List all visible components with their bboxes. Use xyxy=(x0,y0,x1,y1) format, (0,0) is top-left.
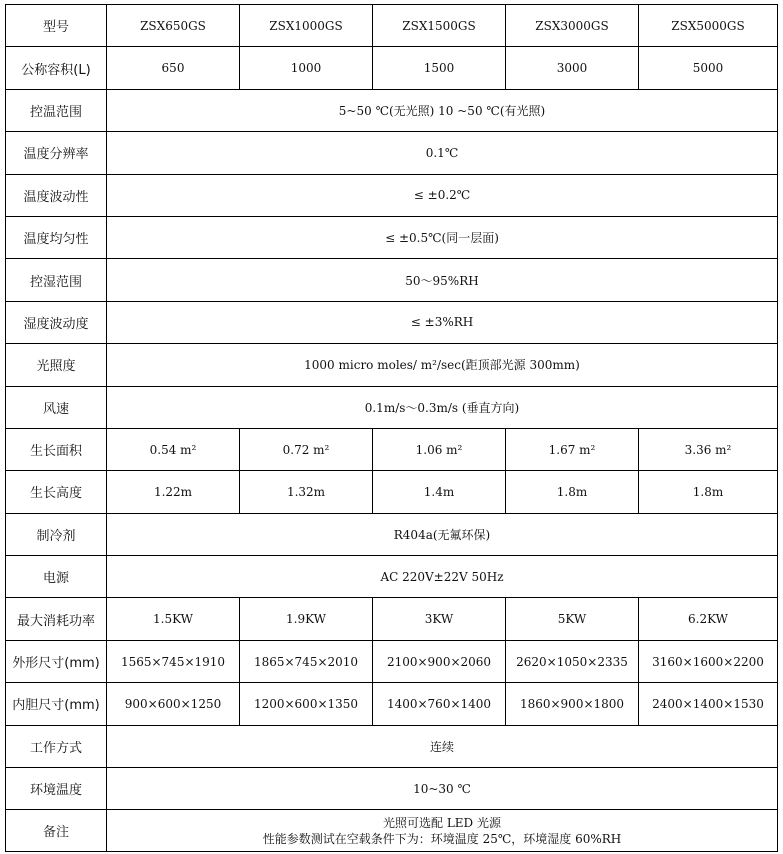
max-power-4: 5KW xyxy=(506,598,639,640)
label-temp-resolution: 温度分辨率 xyxy=(6,132,107,174)
label-inner-size: 内胆尺寸(mm) xyxy=(6,683,107,725)
outer-size-3: 2100×900×2060 xyxy=(373,640,506,682)
outer-size-5: 3160×1600×2200 xyxy=(639,640,778,682)
label-temp-uniformity: 温度均匀性 xyxy=(6,216,107,258)
max-power-2: 1.9KW xyxy=(240,598,373,640)
value-temp-resolution: 0.1℃ xyxy=(107,132,778,174)
row-power-supply xyxy=(6,556,778,598)
value-humidity-fluctuation: ≤ ±3%RH xyxy=(107,301,778,343)
row-temp-range xyxy=(6,89,778,131)
outer-size-2: 1865×745×2010 xyxy=(240,640,373,682)
outer-size-4: 2620×1050×2335 xyxy=(506,640,639,682)
label-growth-area: 生长面积 xyxy=(6,428,107,470)
value-ambient-temp: 10~30 ℃ xyxy=(107,768,778,810)
row-capacity xyxy=(6,47,778,89)
label-illumination: 光照度 xyxy=(6,344,107,386)
label-ambient-temp: 环境温度 xyxy=(6,768,107,810)
value-wind-speed: 0.1m/s～0.3m/s (垂直方向) xyxy=(107,386,778,428)
inner-size-5: 2400×1400×1530 xyxy=(639,683,778,725)
row-remarks xyxy=(6,810,778,852)
capacity-1: 650 xyxy=(107,47,240,89)
inner-size-4: 1860×900×1800 xyxy=(506,683,639,725)
remarks-line-2: 性能参数测试在空载条件下为：环境温度 25℃，环境湿度 60%RH xyxy=(262,831,622,846)
growth-height-4: 1.8m xyxy=(506,471,639,513)
label-wind-speed: 风速 xyxy=(6,386,107,428)
label-outer-size: 外形尺寸(mm) xyxy=(6,640,107,682)
growth-height-3: 1.4m xyxy=(373,471,506,513)
model-5: ZSX5000GS xyxy=(639,5,778,47)
capacity-3: 1500 xyxy=(373,47,506,89)
value-power-supply: AC 220V±22V 50Hz xyxy=(107,556,778,598)
capacity-5: 5000 xyxy=(639,47,778,89)
spec-table xyxy=(5,4,778,852)
capacity-4: 3000 xyxy=(506,47,639,89)
growth-height-2: 1.32m xyxy=(240,471,373,513)
label-capacity: 公称容积(L) xyxy=(6,47,107,89)
model-4: ZSX3000GS xyxy=(506,5,639,47)
label-remarks: 备注 xyxy=(6,810,107,852)
row-ambient-temp xyxy=(6,768,778,810)
label-growth-height: 生长高度 xyxy=(6,471,107,513)
outer-size-1: 1565×745×1910 xyxy=(107,640,240,682)
growth-area-4: 1.67 m² xyxy=(506,428,639,470)
growth-height-1: 1.22m xyxy=(107,471,240,513)
inner-size-1: 900×600×1250 xyxy=(107,683,240,725)
max-power-5: 6.2KW xyxy=(639,598,778,640)
label-power-supply: 电源 xyxy=(6,556,107,598)
growth-area-2: 0.72 m² xyxy=(240,428,373,470)
row-temp-resolution xyxy=(6,132,778,174)
inner-size-3: 1400×760×1400 xyxy=(373,683,506,725)
growth-area-1: 0.54 m² xyxy=(107,428,240,470)
inner-size-2: 1200×600×1350 xyxy=(240,683,373,725)
label-humidity-range: 控湿范围 xyxy=(6,259,107,301)
label-temp-fluctuation: 温度波动性 xyxy=(6,174,107,216)
growth-area-3: 1.06 m² xyxy=(373,428,506,470)
value-temp-uniformity: ≤ ±0.5℃(同一层面) xyxy=(107,216,778,258)
label-work-mode: 工作方式 xyxy=(6,725,107,767)
value-remarks xyxy=(107,810,778,852)
row-refrigerant xyxy=(6,513,778,555)
max-power-3: 3KW xyxy=(373,598,506,640)
row-illumination xyxy=(6,344,778,386)
model-3: ZSX1500GS xyxy=(373,5,506,47)
capacity-2: 1000 xyxy=(240,47,373,89)
row-humidity-range xyxy=(6,259,778,301)
label-humidity-fluctuation: 湿度波动度 xyxy=(6,301,107,343)
label-temp-range: 控温范围 xyxy=(6,89,107,131)
value-work-mode: 连续 xyxy=(107,725,778,767)
row-inner-size xyxy=(6,683,778,725)
row-growth-height xyxy=(6,471,778,513)
value-illumination: 1000 micro moles/ m²/sec(距顶部光源 300mm) xyxy=(107,344,778,386)
row-model xyxy=(6,5,778,47)
row-temp-fluctuation xyxy=(6,174,778,216)
value-temp-range: 5~50 ℃(无光照) 10 ~50 ℃(有光照) xyxy=(107,89,778,131)
value-temp-fluctuation: ≤ ±0.2℃ xyxy=(107,174,778,216)
max-power-1: 1.5KW xyxy=(107,598,240,640)
row-wind-speed xyxy=(6,386,778,428)
value-humidity-range: 50～95%RH xyxy=(107,259,778,301)
model-2: ZSX1000GS xyxy=(240,5,373,47)
row-max-power xyxy=(6,598,778,640)
row-work-mode xyxy=(6,725,778,767)
remarks-line-1: 光照可选配 LED 光源 xyxy=(383,815,501,830)
row-growth-area xyxy=(6,428,778,470)
label-model: 型号 xyxy=(6,5,107,47)
row-temp-uniformity xyxy=(6,216,778,258)
model-1: ZSX650GS xyxy=(107,5,240,47)
label-max-power: 最大消耗功率 xyxy=(6,598,107,640)
growth-area-5: 3.36 m² xyxy=(639,428,778,470)
value-refrigerant: R404a(无氟环保) xyxy=(107,513,778,555)
row-humidity-fluctuation xyxy=(6,301,778,343)
label-refrigerant: 制冷剂 xyxy=(6,513,107,555)
growth-height-5: 1.8m xyxy=(639,471,778,513)
row-outer-size xyxy=(6,640,778,682)
